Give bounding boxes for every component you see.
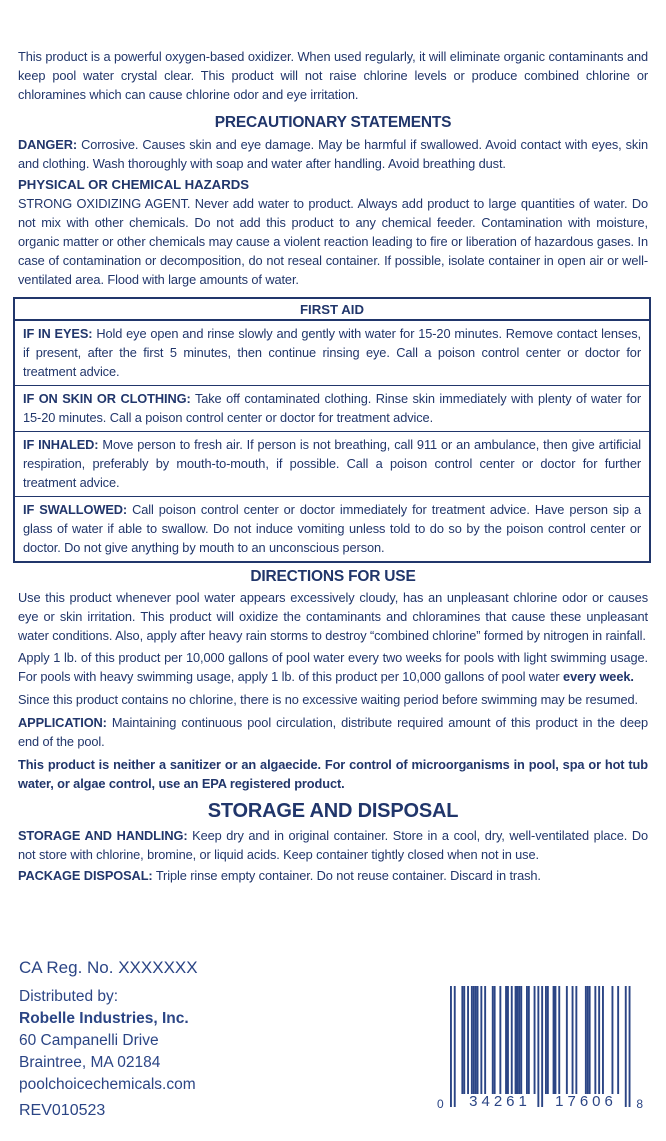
directions-no-chlorine-paragraph: Since this product contains no chlorine, there is no excessive waiting period before swimming may be resumed. [18,692,639,707]
first-aid-row-inhaled [15,432,649,497]
address-line-1: 60 Campanelli Drive [19,1032,159,1049]
intro-paragraph: This product is a powerful oxygen-based oxidizer. When used regularly, it will eliminate organic contaminants and keep pool water crystal clear. This product will not raise chlorine levels or produce combined chlorine or chloramines which can cause chlorine odor and eye irritation. [18,49,648,102]
upc-barcode [437,986,643,1126]
epa-notice: This product is neither a sanitizer or an algaecide. For control of microorganisms in pool, spa or hot tub water, or algae control, use an EPA registered product. [18,757,648,791]
first-aid-instructions: Hold eye open and rinse slowly and gently with water for 15-20 minutes. Remove contact lenses, if present, after the first 5 minutes, then continue rinsing eye. Call a poison control center or doctor for treatment advice. [23,326,641,379]
storage-handling-label: STORAGE AND HANDLING: [18,828,188,843]
danger-paragraph [18,135,648,173]
storage-title: STORAGE AND DISPOSAL [207,800,459,822]
application-label: APPLICATION: [18,715,107,730]
distributed-by-label: Distributed by: [19,988,119,1005]
package-disposal-paragraph [18,866,648,885]
first-aid-text [23,324,641,381]
application-text: Maintaining continuous pool circulation, distribute required amount of this product in the deep end of the pool. [18,715,648,749]
hazards-title: PHYSICAL OR CHEMICAL HAZARDS [18,177,250,192]
directions-title: DIRECTIONS FOR USE [250,568,416,585]
first-aid-text [23,389,641,427]
danger-label: DANGER: [18,137,78,152]
hazards-paragraph: STRONG OXIDIZING AGENT. Never add water to product. Always add product to large quantities of water. Do not mix with other chemicals. Do not add this product to any chemical feeder. Contamination with moisture, organic matter or other chemicals may cause a violent reaction leading to fire or liberation of hazardous gases. In case of contamination or decomposition, do not reseal container. If possible, isolate container in open air or well-ventilated area. Flood with large amounts of water. [18,196,648,287]
precautionary-title: PRECAUTIONARY STATEMENTS [214,114,452,131]
apply-text: Apply 1 lb. of this product per 10,000 gallons of pool water every two weeks for pools with light swimming usage. For pools with heavy swimming usage, apply 1 lb. of this product per 10,000 gallons of pool water [18,650,648,684]
apply-bold-text: every week. [563,669,634,684]
directions-apply-paragraph [18,648,648,686]
package-disposal-text: Triple rinse empty container. Do not reuse container. Discard in trash. [155,868,541,883]
website-text: poolchoicechemicals.com [19,1076,196,1093]
first-aid-title: FIRST AID [15,299,649,321]
ca-reg-number: CA Reg. No. XXXXXXX [19,958,198,977]
distributor-block [19,957,198,1122]
first-aid-instructions: Move person to fresh air. If person is not breathing, call 911 or an ambulance, then give artificial respiration, preferably by mouth-to-mouth, if possible. Call a poison control center or doctor for further treatment advice. [23,437,641,490]
danger-text: Corrosive. Causes skin and eye damage. May be harmful if swallowed. Avoid contact with eyes, skin and clothing. Wash thoroughly with soap and water after handling. Avoid breathing dust. [18,137,648,171]
storage-handling-paragraph [18,826,648,864]
first-aid-label: IF INHALED: [23,437,99,452]
address-line-2: Braintree, MA 02184 [19,1054,161,1071]
first-aid-box [13,297,651,563]
first-aid-label: IF IN EYES: [23,326,93,341]
barcode-group-1: 34261 [469,1093,531,1110]
barcode-left-digit: 0 [437,1097,444,1111]
first-aid-text [23,435,641,492]
barcode-right-digit: 8 [636,1097,643,1111]
first-aid-text [23,500,641,557]
first-aid-instructions: Take off contaminated clothing. Rinse skin immediately with plenty of water for 15-20 minutes. Call a poison control center or doctor for treatment advice. [23,391,642,425]
directions-paragraph-1: Use this product whenever pool water appears excessively cloudy, has an unpleasant chlorine odor or causes eye or skin irritation. This product will oxidize the contaminants and chloramines that cause these unpleasant water conditions. Also, apply after heavy rain storms to destroy “combined chlorine” formed by nitrogen in rainfall. [18,590,648,643]
storage-handling-text: Keep dry and in original container. Store in a cool, dry, well-ventilated place. Do not store with chlorine, bromine, or liquid acids. Keep container tightly closed when not in use. [18,828,648,862]
revision-code: REV010523 [19,1102,106,1119]
first-aid-instructions: Call poison control center or doctor immediately for treatment advice. Have person sip a glass of water if able to swallow. Do not induce vomiting unless told to do so by the poison control center or doctor. Do not give anything by mouth to an unconscious person. [23,502,641,555]
package-disposal-label: PACKAGE DISPOSAL: [18,868,153,883]
barcode-group-2: 17606 [555,1093,617,1110]
application-paragraph [18,713,648,751]
first-aid-row-swallowed [15,497,649,561]
first-aid-label: IF ON SKIN OR CLOTHING: [23,391,191,406]
first-aid-row-skin [15,386,649,432]
company-name: Robelle Industries, Inc. [19,1010,189,1027]
first-aid-row-eyes [15,321,649,386]
first-aid-label: IF SWALLOWED: [23,502,128,517]
